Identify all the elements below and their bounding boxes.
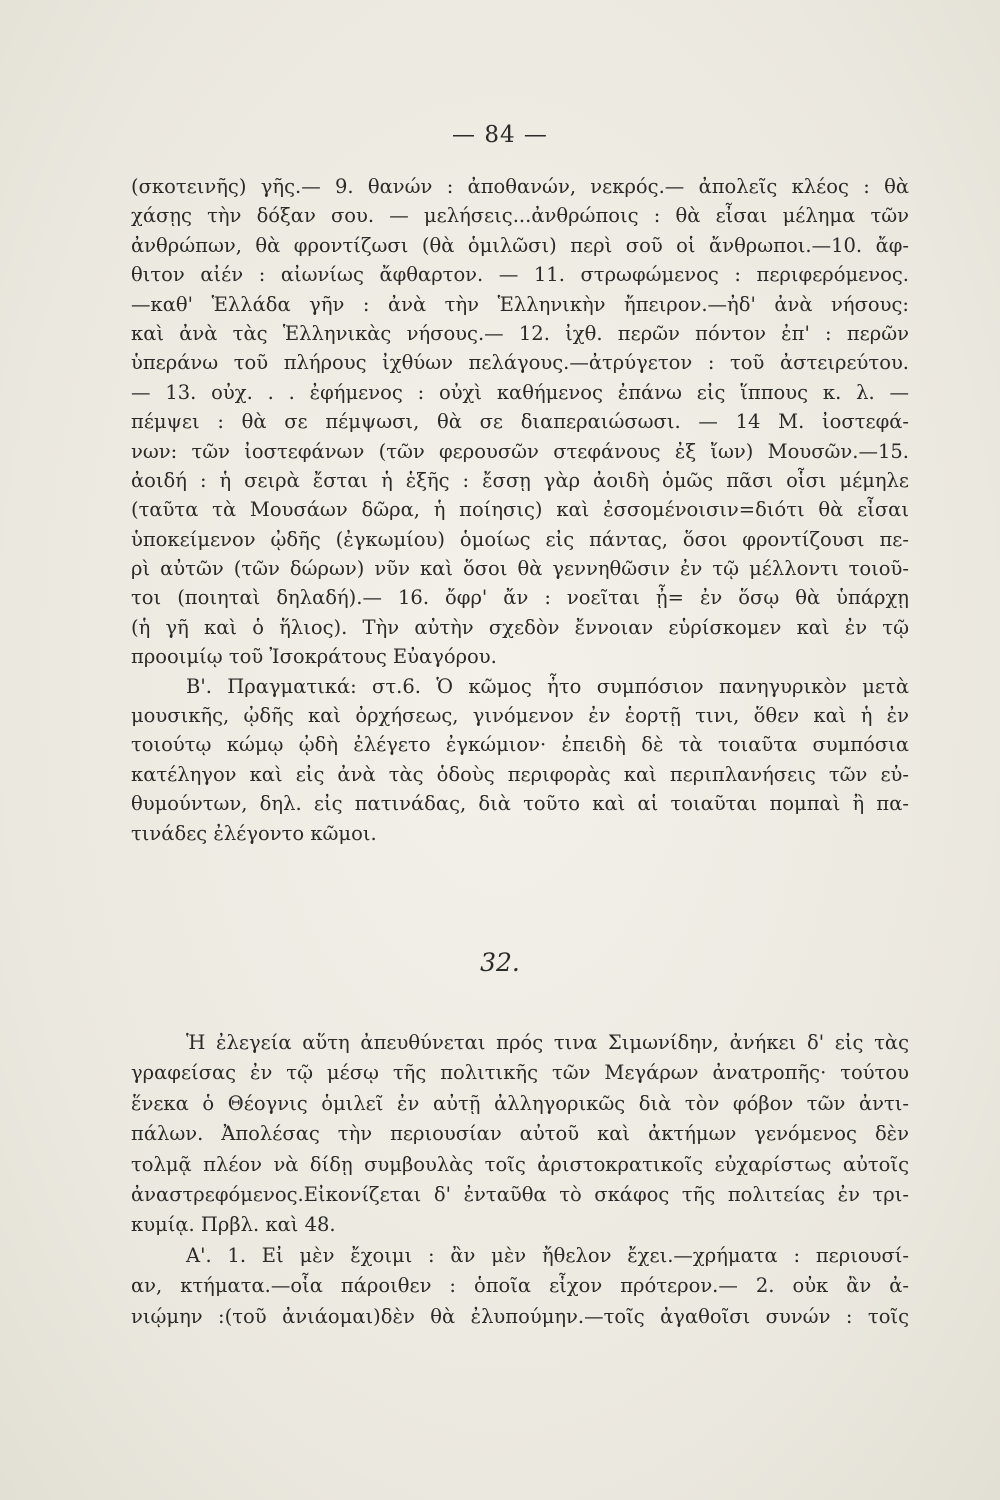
- text-line: προοιμίῳ τοῦ Ἰσοκράτους Εὐαγόρου.: [131, 645, 497, 669]
- text-line: (ταῦτα τὰ Μουσάων δῶρα, ἡ ποίησις) καὶ ἐσσομένοισιν=διότι θὰ εἶσαι: [131, 498, 909, 522]
- text-line: καὶ ἀνὰ τὰς Ἑλληνικὰς νήσους.— 12. ἰχθ. περῶν πόντον ἐπ' : περῶν: [131, 321, 909, 345]
- text-line: ρὶ αὐτῶν (τῶν δώρων) νῦν καὶ ὅσοι θὰ γεννηθῶσιν ἐν τῷ μέλλοντι τοιοῦ-: [131, 557, 909, 581]
- text-line: μουσικῆς, ᾠδῆς καὶ ὀρχήσεως, γινόμενον ἐν ἑορτῇ τινι, ὅθεν καὶ ἡ ἐν: [131, 704, 909, 728]
- text-line: νων: τῶν ἰοστεφάνων (τῶν φερουσῶν στεφάνους ἐξ ἴων) Μουσῶν.—15.: [131, 439, 909, 463]
- text-line: αν, κτήματα.—οἷα πάροιθεν : ὁποῖα εἶχον πρότερον.— 2. οὐκ ἂν ἀ-: [131, 1274, 909, 1298]
- text-line: πάλων. Ἀπολέσας τὴν περιουσίαν αὐτοῦ καὶ ἀκτήμων γενόμενος δὲν: [131, 1122, 909, 1146]
- text-line: ἀοιδή : ἡ σειρὰ ἔσται ἡ ἑξῆς : ἔσσῃ γὰρ ἀοιδὴ ὁμῶς πᾶσι οἷσι μέμηλε: [131, 468, 909, 492]
- text-line: Α'. 1. Εἰ μὲν ἔχοιμι : ἂν μὲν ἤθελον ἔχει.—χρήματα : περιουσί-: [186, 1243, 909, 1267]
- text-line: ἀνθρώπων, θὰ φροντίζωσι (θὰ ὁμιλῶσι) περὶ σοῦ οἱ ἄνθρωποι.—10. ἄφ-: [131, 233, 909, 257]
- text-line: (σκοτεινῆς) γῆς.— 9. θανών : ἀποθανών, νεκρός.— ἀπολεῖς κλέος : θὰ: [131, 175, 909, 198]
- text-line: Ἡ ἐλεγεία αὕτη ἀπευθύνεται πρός τινα Σιμωνίδην, ἀνήκει δ' εἰς τὰς: [186, 1031, 909, 1054]
- text-line: τοι (ποιηταὶ δηλαδή).— 16. ὄφρ' ἄν : νοεῖται ᾖ= ἐν ὅσῳ θὰ ὑπάρχῃ: [131, 586, 909, 610]
- text-line: —καθ' Ἑλλάδα γῆν : ἀνὰ τὴν Ἑλληνικὴν ἤπειρον.—ἠδ' ἀνὰ νήσους:: [131, 292, 909, 316]
- text-line: χάσῃς τὴν δόξαν σου. — μελήσεις...ἀνθρώποις : θὰ εἶσαι μέλημα τῶν: [131, 204, 909, 228]
- text-line: τοιούτῳ κώμῳ ᾠδὴ ἐλέγετο ἐγκώμιον· ἐπειδὴ δὲ τὰ τοιαῦτα συμπόσια: [131, 733, 909, 757]
- text-line: ἕνεκα ὁ Θέογνις ὁμιλεῖ ἐν αὐτῇ ἀλληγορικῶς διὰ τὸν φόβον τῶν ἀντι-: [131, 1091, 909, 1115]
- text-line: τινάδες ἐλέγοντο κῶμοι.: [131, 821, 377, 845]
- text-line: (ἡ γῆ καὶ ὁ ἥλιος). Τὴν αὐτὴν σχεδὸν ἔννοιαν εὑρίσκομεν καὶ ἐν τῷ: [131, 615, 909, 639]
- text-line: ἀναστρεφόμενος.Εἰκονίζεται δ' ἐνταῦθα τὸ σκάφος τῆς πολιτείας ἐν τρι-: [131, 1182, 909, 1206]
- text-line: — 13. οὐχ. . . ἐφήμενος : οὐχὶ καθήμενος ἐπάνω εἰς ἵππους κ. λ. —: [131, 380, 909, 404]
- text-line: Β'. Πραγματικά: στ.6. Ὁ κῶμος ἦτο συμπόσιον πανηγυρικὸν μετὰ: [186, 674, 909, 698]
- text-line: ὑποκείμενον ᾠδῆς (ἐγκωμίου) ὁμοίως εἰς πάντας, ὅσοι φροντίζουσι πε-: [131, 527, 909, 551]
- text-line: πέμψει : θὰ σε πέμψωσι, θὰ σε διαπεραιώσωσι. — 14 Μ. ἰοστεφά-: [131, 410, 909, 434]
- text-line: θιτον αἰέν : αἰωνίως ἄφθαρτον. — 11. στρωφώμενος : περιφερόμενος.: [131, 263, 909, 287]
- page-number: — 84 —: [452, 122, 548, 148]
- section-block: [131, 1028, 909, 1332]
- text-line: νιῴμην :(τοῦ ἀνιάομαι)δὲν θὰ ἐλυπούμην.—τοῖς ἀγαθοῖσι συνών : τοῖς: [131, 1304, 909, 1328]
- text-line: κατέληγον καὶ εἰς ἀνὰ τὰς ὁδοὺς περιφορὰς καὶ περιπλανήσεις τῶν εὐ-: [131, 762, 909, 786]
- text-line: γραφείσας ἐν τῷ μέσῳ τῆς πολιτικῆς τῶν Μεγάρων ἀνατροπῆς· τούτου: [131, 1061, 909, 1085]
- text-line: ὑπεράνω τοῦ πλήρους ἰχθύων πελάγους.—ἀτρύγετον : τοῦ ἀστειρεύτου.: [131, 351, 909, 375]
- text-line: τολμᾷ πλέον νὰ δίδῃ συμβουλὰς τοῖς ἀριστοκρατικοῖς εὐχαρίστως αὐτοῖς: [131, 1152, 909, 1176]
- section-number: 32.: [480, 948, 520, 977]
- text-line: θυμούντων, δηλ. εἰς πατινάδας, διὰ τοῦτο καὶ αἱ τοιαῦται πομπαὶ ἢ πα-: [131, 792, 909, 816]
- text-line: κυμίᾳ. Πρβλ. καὶ 48.: [131, 1213, 336, 1237]
- commentary-block: [131, 172, 909, 848]
